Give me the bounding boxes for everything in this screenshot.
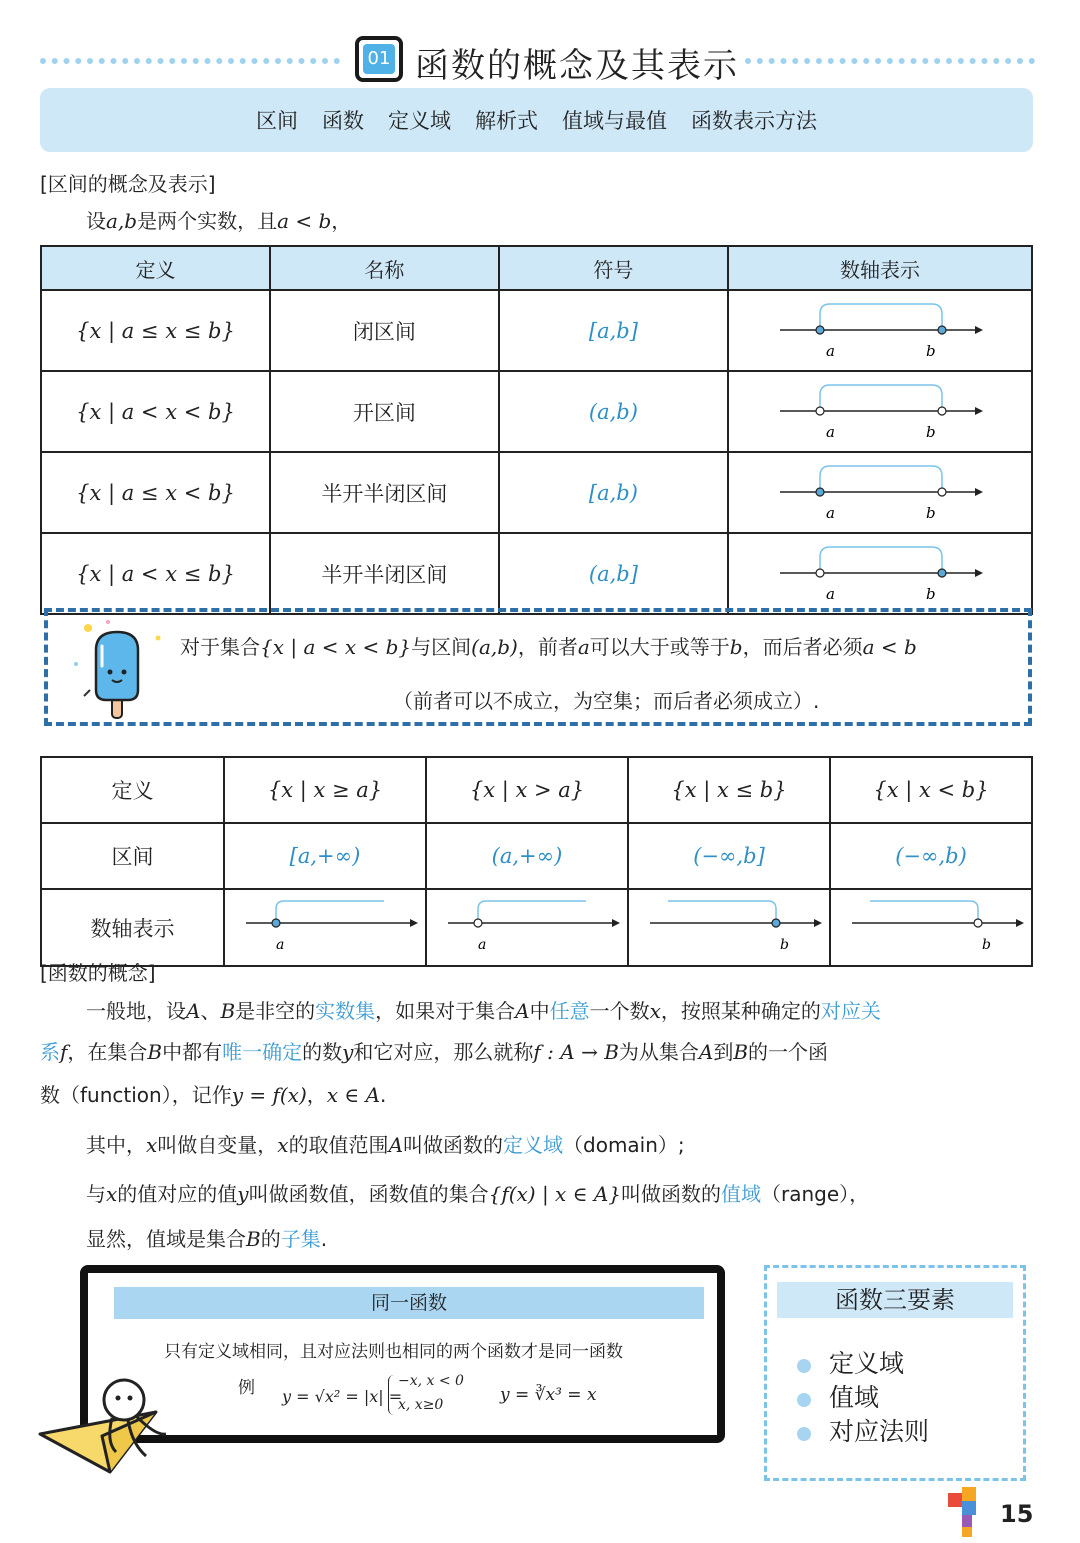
interval-name: 半开半闭区间 xyxy=(270,533,499,614)
concept-line-3 xyxy=(40,1080,386,1110)
intro-text: 是两个实数，且 xyxy=(137,209,278,233)
page-number: 15 xyxy=(1000,1500,1034,1528)
concept-math: y xyxy=(342,1040,354,1064)
concept-text: . xyxy=(380,1083,387,1107)
three-elements-box xyxy=(764,1265,1026,1481)
concept-text: （range）， xyxy=(761,1182,870,1206)
interval-number-line xyxy=(728,371,1032,452)
topic-nav-item[interactable]: 函数 xyxy=(322,109,364,133)
intro-text: 设 xyxy=(86,209,106,233)
infinite-interval: (−∞,b) xyxy=(830,823,1032,889)
same-function-rule: 只有定义域相同，且对应法则也相同的两个函数才是同一函数 xyxy=(164,1342,623,1362)
page-title: 函数的概念及其表示 xyxy=(415,46,739,86)
topic-nav-item[interactable]: 值域与最值 xyxy=(562,109,667,133)
concept-text: 的数 xyxy=(302,1040,343,1064)
concept-math: x xyxy=(106,1182,118,1206)
interval-table xyxy=(40,245,1033,615)
point-label-a: a xyxy=(825,585,835,603)
concept-math: B xyxy=(733,1040,749,1064)
ray-line-icon xyxy=(428,891,626,959)
infinite-ray xyxy=(628,889,830,966)
note-math: a < b xyxy=(862,635,917,659)
piecewise-case-1: −x, x < 0 xyxy=(398,1373,464,1389)
interval-definition: {x | a < x < b} xyxy=(41,371,270,452)
infinite-interval-table xyxy=(40,756,1033,967)
infinite-ray xyxy=(830,889,1032,966)
concept-text: . xyxy=(320,1227,328,1251)
concept-keyword: 唯一确定 xyxy=(222,1040,303,1064)
concept-keyword: 系 xyxy=(40,1040,60,1064)
three-elements-title: 函数三要素 xyxy=(777,1282,1013,1318)
number-line-icon xyxy=(730,373,1030,445)
note-math: (a,b) xyxy=(471,635,518,659)
puzzle-logo-icon xyxy=(944,1487,988,1539)
element-item-range xyxy=(797,1378,879,1414)
topic-nav-bar xyxy=(40,88,1033,152)
concept-text: 和它对应，那么就称 xyxy=(353,1040,534,1064)
title-divider-left xyxy=(40,58,340,64)
infinite-definition: {x | x < b} xyxy=(830,757,1032,823)
infinite-ray xyxy=(224,889,426,966)
concept-keyword: 子集 xyxy=(280,1227,321,1251)
concept-math: A xyxy=(515,999,530,1023)
concept-text: 叫做函数的 xyxy=(621,1182,722,1206)
concept-text: 叫做函数值，函数值的集合 xyxy=(248,1182,489,1206)
interval-symbol: [a,b) xyxy=(499,452,728,533)
title-divider-right xyxy=(745,58,1035,64)
infinite-interval: [a,+∞) xyxy=(224,823,426,889)
infinite-row-label: 定义 xyxy=(41,757,224,823)
interval-table-row xyxy=(41,452,1032,533)
ray-point-label: b xyxy=(780,937,789,953)
topic-nav-item[interactable]: 定义域 xyxy=(388,109,451,133)
example-label: 例 xyxy=(238,1378,255,1398)
concept-text: 是非空的 xyxy=(235,999,316,1023)
interval-section-title: [区间的概念及表示] xyxy=(40,172,216,196)
intro-math: a < b xyxy=(277,209,332,233)
infinite-ray xyxy=(426,889,628,966)
bullet-icon xyxy=(797,1427,811,1441)
ray-point-label: a xyxy=(478,937,487,953)
interval-table-row xyxy=(41,533,1032,614)
concept-text: 其中， xyxy=(86,1133,146,1157)
concept-math: x xyxy=(649,999,661,1023)
concept-text: 数（function），记作 xyxy=(40,1083,232,1107)
point-label-a: a xyxy=(825,423,835,441)
element-item-domain xyxy=(797,1344,904,1380)
concept-math: {f(x) | x ∈ A} xyxy=(488,1182,622,1206)
ray-point-label: b xyxy=(982,937,991,953)
same-function-title: 同一函数 xyxy=(114,1287,704,1319)
infinite-row-label: 数轴表示 xyxy=(41,889,224,966)
concept-text: 一个数 xyxy=(589,999,650,1023)
concept-math: A xyxy=(698,1040,714,1064)
example-formula-1: y = √x² = |x| = xyxy=(282,1387,403,1406)
infinite-definition: {x | x ≤ b} xyxy=(628,757,830,823)
element-label: 值域 xyxy=(829,1383,880,1412)
concept-text: 中都有 xyxy=(162,1040,223,1064)
concept-math: A xyxy=(186,999,201,1023)
infinite-interval: (a,+∞) xyxy=(426,823,628,889)
interval-symbol: (a,b) xyxy=(499,371,728,452)
ray-point-label: a xyxy=(276,937,285,953)
concept-text: 显然，值域是集合 xyxy=(86,1227,246,1251)
interval-symbol: [a,b] xyxy=(499,290,728,371)
interval-name: 半开半闭区间 xyxy=(270,452,499,533)
point-label-b: b xyxy=(925,423,936,441)
interval-definition: {x | a ≤ x < b} xyxy=(41,452,270,533)
concept-text: 与 xyxy=(86,1182,106,1206)
concept-keyword: 值域 xyxy=(721,1182,762,1206)
concept-math: f : A → B xyxy=(533,1040,619,1064)
function-section-title: [函数的概念] xyxy=(40,961,156,985)
concept-text: 为从集合 xyxy=(618,1040,699,1064)
concept-keyword: 任意 xyxy=(549,999,590,1023)
concept-line-1 xyxy=(86,996,881,1026)
concept-math: y xyxy=(237,1182,249,1206)
bullet-icon xyxy=(797,1359,811,1373)
header-name: 名称 xyxy=(270,246,499,290)
example-formula-2: y = ∛x³ = x xyxy=(500,1385,597,1405)
topic-nav-item[interactable]: 解析式 xyxy=(475,109,538,133)
concept-text: 叫做函数的 xyxy=(403,1133,504,1157)
interval-name: 开区间 xyxy=(270,371,499,452)
interval-number-line xyxy=(728,452,1032,533)
interval-table-row xyxy=(41,290,1032,371)
note-text: ，而后者必须 xyxy=(742,635,863,659)
note-line-2: （前者可以不成立，为空集；而后者必须成立）. xyxy=(393,689,820,713)
concept-math: B xyxy=(220,999,236,1023)
point-label-b: b xyxy=(925,504,936,522)
concept-text: 的 xyxy=(260,1227,281,1251)
note-math: b xyxy=(729,635,743,659)
concept-math: y = f(x) xyxy=(231,1083,307,1107)
note-math: {x | a < x < b} xyxy=(260,635,412,659)
infinite-table-row xyxy=(41,889,1032,966)
concept-math: x xyxy=(146,1133,158,1157)
ray-line-icon xyxy=(630,891,828,959)
infinite-table-row xyxy=(41,823,1032,889)
paper-plane-mascot-icon xyxy=(36,1372,176,1482)
interval-definition: {x | a ≤ x ≤ b} xyxy=(41,290,270,371)
element-label: 定义域 xyxy=(829,1349,905,1378)
concept-math: x xyxy=(277,1133,289,1157)
concept-text: 到 xyxy=(713,1040,734,1064)
element-label: 对应法则 xyxy=(829,1417,930,1446)
number-line-icon xyxy=(730,454,1030,526)
popsicle-icon xyxy=(66,616,176,726)
concept-text: 的值对应的值 xyxy=(117,1182,238,1206)
concept-keyword: 定义域 xyxy=(503,1133,564,1157)
interval-intro xyxy=(86,206,351,236)
concept-line-5 xyxy=(86,1179,869,1209)
infinite-row-label: 区间 xyxy=(41,823,224,889)
chapter-badge xyxy=(355,36,403,82)
concept-line-2 xyxy=(40,1037,828,1067)
interval-symbol: (a,b] xyxy=(499,533,728,614)
ray-line-icon xyxy=(226,891,424,959)
infinite-table-row xyxy=(41,757,1032,823)
header-number-line: 数轴表示 xyxy=(728,246,1032,290)
concept-math: A xyxy=(388,1133,404,1157)
concept-math: f xyxy=(60,1040,68,1064)
point-label-b: b xyxy=(925,342,936,360)
note-text: ，前者 xyxy=(517,635,578,659)
number-line-icon xyxy=(730,292,1030,364)
interval-table-row xyxy=(41,371,1032,452)
infinite-definition: {x | x > a} xyxy=(426,757,628,823)
note-text: 与区间 xyxy=(411,635,472,659)
concept-keyword: 对应关 xyxy=(820,999,881,1023)
concept-math: B xyxy=(246,1227,261,1251)
infinite-definition: {x | x ≥ a} xyxy=(224,757,426,823)
piecewise-brace xyxy=(388,1375,397,1415)
note-line-1 xyxy=(180,632,917,662)
header-symbol: 符号 xyxy=(499,246,728,290)
note-text: 对于集合 xyxy=(180,635,260,659)
concept-text: 叫做自变量， xyxy=(157,1133,278,1157)
concept-line-6 xyxy=(86,1224,327,1254)
concept-text: ， xyxy=(306,1083,327,1107)
point-label-b: b xyxy=(925,585,936,603)
concept-text: 的一个函 xyxy=(748,1040,829,1064)
concept-text: 一般地，设 xyxy=(86,999,186,1023)
concept-text: 中 xyxy=(529,999,550,1023)
concept-line-4 xyxy=(86,1130,685,1160)
concept-text: ，如果对于集合 xyxy=(375,999,516,1023)
point-label-a: a xyxy=(825,504,835,522)
interval-definition: {x | a < x ≤ b} xyxy=(41,533,270,614)
point-label-a: a xyxy=(825,342,835,360)
header-definition: 定义 xyxy=(41,246,270,290)
same-function-box xyxy=(80,1265,725,1443)
note-box xyxy=(44,608,1032,726)
topic-nav-list xyxy=(40,88,1033,152)
note-math: a xyxy=(577,635,590,659)
concept-text: ，在集合 xyxy=(67,1040,148,1064)
concept-text: （domain）; xyxy=(563,1133,685,1157)
interval-name: 闭区间 xyxy=(270,290,499,371)
concept-keyword: 实数集 xyxy=(315,999,376,1023)
interval-table-header xyxy=(41,246,1032,290)
intro-math: a,b xyxy=(106,209,138,233)
ray-line-icon xyxy=(832,891,1030,959)
infinite-interval: (−∞,b] xyxy=(628,823,830,889)
bullet-icon xyxy=(797,1393,811,1407)
concept-text: ，按照某种确定的 xyxy=(660,999,821,1023)
note-text: 可以大于或等于 xyxy=(589,635,730,659)
concept-math: B xyxy=(147,1040,163,1064)
chapter-number: 01 xyxy=(363,44,395,74)
concept-text: 、 xyxy=(200,999,221,1023)
piecewise-case-2: x, x≥0 xyxy=(398,1397,444,1413)
element-item-rule xyxy=(797,1412,929,1448)
interval-number-line xyxy=(728,533,1032,614)
number-line-icon xyxy=(730,535,1030,607)
concept-text: 的取值范围 xyxy=(288,1133,389,1157)
topic-nav-item[interactable]: 区间 xyxy=(256,109,298,133)
concept-math: x ∈ A xyxy=(326,1083,381,1107)
interval-number-line xyxy=(728,290,1032,371)
topic-nav-item[interactable]: 函数表示方法 xyxy=(691,109,817,133)
intro-text: ， xyxy=(331,209,352,233)
